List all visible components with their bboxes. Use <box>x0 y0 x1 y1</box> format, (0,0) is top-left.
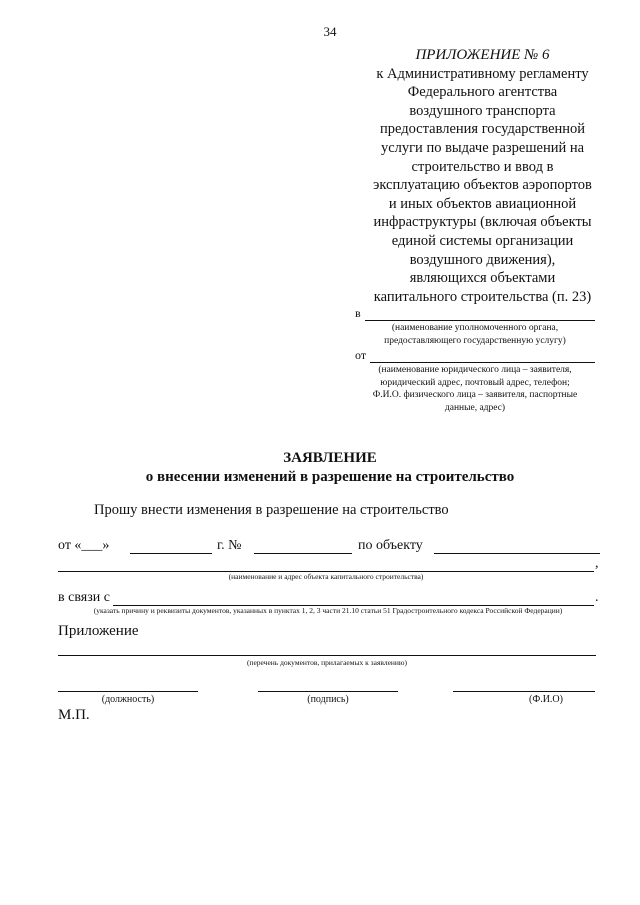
full-name-field[interactable] <box>453 676 595 692</box>
appendix-line: эксплуатацию объектов аэропортов <box>373 177 592 194</box>
signature-caption: (подпись) <box>307 694 349 705</box>
appendix-line: и иных объектов авиационной <box>388 195 577 212</box>
appendix-line: являющихся объектами <box>409 270 556 287</box>
object-note: (наименование и адрес объекта капитального строительства) <box>228 572 424 581</box>
reason-field[interactable] <box>113 590 594 606</box>
object-field[interactable] <box>434 538 600 554</box>
addressee-to <box>355 306 595 347</box>
date-field[interactable] <box>130 538 212 554</box>
addressee-from <box>355 348 595 414</box>
appendix-line: единой системы организации <box>391 232 574 249</box>
to-prefix: в <box>355 306 361 320</box>
request-text: Прошу внести изменения в разрешение на строительство <box>94 502 449 518</box>
appendix-line: воздушного движения), <box>409 251 556 268</box>
signature-field[interactable] <box>258 676 398 692</box>
from-note: Ф.И.О. физического лица – заявителя, паспортные <box>372 390 578 400</box>
comma: , <box>595 556 599 571</box>
appendix-line: воздушного транспорта <box>409 102 556 119</box>
to-note: предоставляющего государственную услугу) <box>384 335 566 346</box>
title-sub: о внесении изменений в разрешение на строительство <box>145 469 515 485</box>
reason-label: в связи с <box>58 590 110 605</box>
position-caption: (должность) <box>101 694 155 705</box>
appendix-line: предоставления государственной <box>379 121 586 138</box>
attachment-note: (перечень документов, прилагаемых к заявлению) <box>246 658 408 667</box>
reason-note: (указать причину и реквизиты документов, указанных в пунктах 1, 2, 3 части 21.10 статьи 51 Градостроительного кодекса Российской Федерации) <box>93 606 563 615</box>
appendix-line: капитального строительства (п. 23) <box>373 288 592 305</box>
appendix-block <box>350 46 615 306</box>
to-note: (наименование уполномоченного органа, <box>391 323 559 333</box>
full-name-caption: (Ф.И.О) <box>528 694 563 705</box>
from-note: юридический адрес, почтовый адрес, телефон; <box>380 377 570 388</box>
object-label: по объекту <box>358 538 423 553</box>
appendix-line: к Административному регламенту <box>376 65 589 82</box>
permit-number-field[interactable] <box>254 538 352 554</box>
attachment-label: Приложение <box>58 623 139 639</box>
from-note: (наименование юридического лица – заявителя, <box>378 365 572 375</box>
document-title <box>0 449 640 487</box>
appendix-heading: ПРИЛОЖЕНИЕ № 6 <box>415 47 550 63</box>
number-label: г. № <box>217 538 242 553</box>
from-note: данные, адрес) <box>444 402 506 413</box>
reason-period: . <box>595 590 599 605</box>
position-field[interactable] <box>58 676 198 692</box>
page-number: 34 <box>323 24 337 39</box>
title-main: ЗАЯВЛЕНИЕ <box>283 450 377 466</box>
appendix-line: Федерального агентства <box>407 84 558 101</box>
attachment-field[interactable] <box>58 640 596 656</box>
appendix-line: услуги по выдаче разрешений на <box>380 139 585 156</box>
from-applicant-field[interactable] <box>370 350 595 363</box>
from-prefix: от <box>355 348 367 362</box>
appendix-line: строительство и ввод в <box>411 158 554 175</box>
from-date-label: от «___» <box>58 538 110 553</box>
to-authority-field[interactable] <box>365 308 595 321</box>
appendix-line: инфраструктуры (включая объекты <box>373 214 592 231</box>
stamp-label: М.П. <box>58 707 90 723</box>
object-continuation-field[interactable] <box>58 556 594 572</box>
